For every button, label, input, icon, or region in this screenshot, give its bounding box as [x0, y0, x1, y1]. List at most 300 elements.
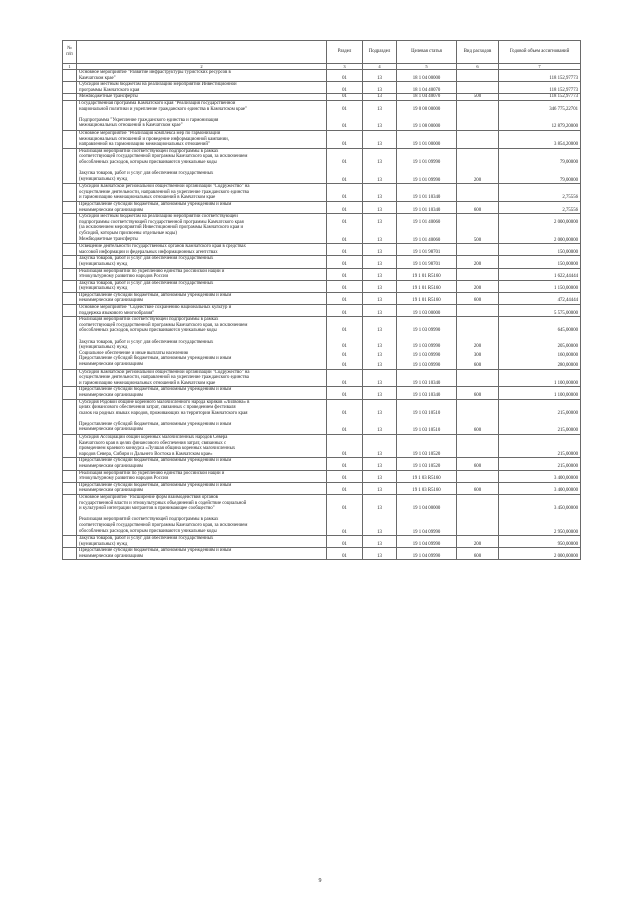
row-name-line: Реализация мероприятий соответствующей подпрограммы в рамках	[79, 148, 219, 154]
target-article-cell	[397, 458, 457, 470]
podrazdel-value: 13	[377, 249, 382, 255]
row-name-line: Основное мероприятие "Расширение форм взаимодействия органов	[79, 494, 218, 500]
column-number: 5	[397, 64, 457, 70]
table-row	[63, 317, 581, 369]
amount-cell	[499, 482, 581, 494]
podrazdel-value: 13	[377, 380, 382, 386]
amount-cell	[499, 387, 581, 399]
row-name-line: (муниципальных) нужд	[79, 286, 128, 292]
target-article-value: 19 1 04 09990	[412, 553, 441, 559]
target-article-value: 19 1 03 R5160	[412, 476, 441, 482]
row-name-line: Предоставление субсидий бюджетным, автономным учреждениям и иным	[79, 482, 232, 488]
target-article-value: 18 1 04 40070	[412, 94, 441, 100]
podrazdel-value: 13	[377, 159, 382, 165]
column-number: 6	[457, 64, 499, 70]
target-article-value: 19 1 01 10340	[412, 195, 441, 201]
podrazdel-value: 13	[377, 261, 382, 267]
row-name-line: некоммерческим организациям	[79, 207, 143, 213]
table-body	[63, 70, 581, 560]
razdel-value: 01	[342, 529, 347, 535]
target-article-cell	[397, 548, 457, 560]
razdel-value: 01	[342, 274, 347, 280]
budget-table	[62, 40, 581, 560]
row-name-line: осуществление деятельности, направленной на укрепление гражданского единства	[79, 375, 249, 381]
razdel-cell	[327, 256, 363, 268]
amount-cell	[499, 100, 581, 130]
row-name-line: межнациональных отношений и проведение информационной кампании,	[79, 136, 229, 142]
row-name-line: Основное мероприятие "Развитие инфраструктуры туристских ресурсов в	[79, 70, 231, 75]
row-number-cell	[63, 148, 77, 184]
razdel-value: 01	[342, 75, 347, 81]
amount-value: 215,00000	[557, 428, 578, 434]
row-name-cell	[77, 82, 327, 94]
podrazdel-value: 13	[377, 195, 382, 201]
razdel-value: 01	[342, 249, 347, 255]
podrazdel-cell	[363, 458, 397, 470]
row-name-cell	[77, 70, 327, 82]
row-name-cell	[77, 214, 327, 244]
target-article-value: 19 1 03 09990	[412, 343, 441, 349]
row-name-cell	[77, 399, 327, 435]
row-name-cell	[77, 369, 327, 387]
table-row	[63, 100, 581, 130]
amount-value: 1 622,44444	[554, 274, 578, 280]
row-name-cell	[77, 184, 327, 202]
expense-type-value	[459, 160, 496, 166]
razdel-value: 01	[342, 195, 347, 201]
row-name-cell	[77, 292, 327, 304]
header-expense-type: Вид расходов	[457, 41, 499, 64]
target-article-cell	[397, 202, 457, 214]
row-name-line: субсидий, которым присвоены отдельные коды)	[79, 230, 177, 236]
row-number-cell	[63, 130, 77, 148]
row-name-line: государственной власти и этнокультурных объединений в содействие социальной	[79, 500, 247, 506]
row-name-line: Субсидии местным бюджетам на реализацию мероприятий Инвестиционной	[79, 82, 237, 88]
expense-type-cell	[457, 387, 499, 399]
podrazdel-value: 13	[377, 237, 382, 243]
expense-type-cell	[457, 494, 499, 535]
target-article-value: 19 1 03 10520	[412, 451, 441, 457]
row-number-cell	[63, 435, 77, 458]
row-name-line: Камчатском крае"	[79, 75, 116, 81]
row-name-line: некоммерческим организациям	[79, 362, 143, 367]
razdel-value: 01	[342, 219, 347, 225]
expense-type-cell	[457, 184, 499, 202]
column-number: 4	[363, 64, 397, 70]
row-number-cell	[63, 536, 77, 548]
podrazdel-cell	[363, 305, 397, 317]
podrazdel-cell	[363, 184, 397, 202]
podrazdel-cell	[363, 244, 397, 256]
amount-cell	[499, 536, 581, 548]
podrazdel-cell	[363, 100, 397, 130]
table-row	[63, 305, 581, 317]
target-article-cell	[397, 387, 457, 399]
row-number-cell	[63, 292, 77, 304]
target-article-cell	[397, 94, 457, 101]
razdel-value: 01	[342, 488, 347, 494]
expense-type-value	[459, 76, 496, 82]
razdel-value: 01	[342, 362, 347, 368]
podrazdel-value: 13	[377, 529, 382, 535]
podrazdel-cell	[363, 494, 397, 535]
amount-value: 118 152,97773	[549, 75, 578, 81]
row-name-line: некоммерческим организациям	[79, 553, 143, 559]
table-row	[63, 82, 581, 94]
podrazdel-value: 13	[377, 87, 382, 93]
podrazdel-cell	[363, 399, 397, 435]
amount-cell	[499, 470, 581, 482]
expense-type-value	[459, 274, 496, 280]
row-name-line: этнокультурному развитию народов России	[79, 274, 169, 280]
podrazdel-cell	[363, 369, 397, 387]
razdel-cell	[327, 100, 363, 130]
podrazdel-value: 13	[377, 428, 382, 434]
row-number-cell	[63, 244, 77, 256]
row-name-line: обособленных расходов, которым присваиваются уникальные коды	[79, 528, 217, 534]
row-name-cell	[77, 268, 327, 280]
row-number-cell	[63, 305, 77, 317]
row-name-cell	[77, 470, 327, 482]
row-name-line: и культурной интеграции мигрантов в принимающее сообщество"	[79, 506, 215, 512]
expense-type-value	[459, 311, 496, 317]
razdel-value: 01	[342, 451, 347, 457]
row-number-cell	[63, 268, 77, 280]
row-number-cell	[63, 202, 77, 214]
row-name-line: (за исключением мероприятий Инвестиционной программы Камчатского края и	[79, 225, 244, 231]
amount-cell	[499, 317, 581, 369]
table-row	[63, 94, 581, 101]
target-article-value: 19 1 03 00000	[412, 310, 441, 316]
expense-type-value: 300	[473, 353, 482, 359]
amount-value: 1 100,00000	[554, 392, 578, 398]
razdel-cell	[327, 387, 363, 399]
row-name-line: Субсидии местным бюджетам на реализацию мероприятий соответствующей	[79, 214, 238, 220]
razdel-cell	[327, 305, 363, 317]
razdel-cell	[327, 435, 363, 458]
podrazdel-value: 13	[377, 541, 382, 547]
target-article-value: 19 1 03 10520	[412, 464, 441, 470]
expense-type-value: 200	[473, 286, 482, 292]
target-article-cell	[397, 470, 457, 482]
row-name-line: Предоставление субсидий бюджетным, автономным учреждениям и иным	[79, 292, 232, 298]
podrazdel-value: 13	[377, 353, 382, 359]
row-name-cell	[77, 458, 327, 470]
podrazdel-value: 13	[377, 476, 382, 482]
amount-value: 118 152,97773	[549, 94, 578, 100]
column-number: 3	[327, 64, 363, 70]
expense-type-value: 600	[473, 298, 482, 304]
row-name-cell	[77, 548, 327, 560]
expense-type-cell	[457, 317, 499, 369]
expense-type-cell	[457, 399, 499, 435]
amount-cell	[499, 256, 581, 268]
target-article-value: 19 1 03 10340	[412, 380, 441, 386]
expense-type-cell	[457, 82, 499, 94]
row-name-line: Основное мероприятие "Реализация комплекса мер по гармонизации	[79, 130, 221, 136]
razdel-value: 01	[342, 87, 347, 93]
razdel-cell	[327, 130, 363, 148]
amount-value: 2,75556	[562, 195, 578, 201]
expense-type-value	[459, 88, 496, 94]
row-name-line: целях финансового обеспечения затрат, связанных с проведением фестиваля	[79, 405, 236, 411]
row-name-line: Предоставление субсидий бюджетным, автономным учреждениям и иным	[79, 421, 232, 427]
amount-cell	[499, 244, 581, 256]
podrazdel-value: 13	[377, 124, 382, 130]
row-name-line: Предоставление субсидий бюджетным, автономным учреждениям и иным	[79, 356, 232, 362]
podrazdel-cell	[363, 435, 397, 458]
target-article-value: 19 1 04 09990	[412, 541, 441, 547]
razdel-value: 01	[342, 159, 347, 165]
row-name-line: проведением краевого конкурса «Лучшая община коренных малочисленных	[79, 446, 236, 452]
amount-value: 118 152,97773	[549, 87, 578, 93]
target-article-value: 19 1 01 98701	[412, 249, 441, 255]
razdel-cell	[327, 184, 363, 202]
row-number-cell	[63, 82, 77, 94]
razdel-cell	[327, 70, 363, 82]
row-name-line: некоммерческим организациям	[79, 298, 143, 304]
expense-type-value: 600	[473, 207, 482, 213]
podrazdel-cell	[363, 82, 397, 94]
razdel-cell	[327, 94, 363, 101]
row-name-line: некоммерческим организациям	[79, 427, 143, 433]
podrazdel-cell	[363, 280, 397, 292]
table-header-row	[63, 41, 581, 64]
row-name-line: некоммерческим организациям	[79, 488, 143, 494]
amount-value: 3 400,00000	[554, 476, 578, 482]
amount-value: 3 400,00000	[554, 488, 578, 494]
target-article-value: 19 1 01 40060	[412, 237, 441, 243]
expense-type-cell	[457, 435, 499, 458]
expense-type-value: 600	[473, 362, 482, 368]
table-row	[63, 202, 581, 214]
target-article-cell	[397, 184, 457, 202]
row-name-line: и гармонизацию межнациональных отношений в Камчатском крае	[79, 380, 216, 386]
amount-value: 215,00000	[557, 410, 578, 416]
table-row	[63, 244, 581, 256]
amount-value: 2 000,00000	[554, 237, 578, 243]
amount-cell	[499, 305, 581, 317]
razdel-cell	[327, 280, 363, 292]
amount-cell	[499, 202, 581, 214]
row-name-line: Закупка товаров, работ и услуг для обеспечения государственных	[79, 256, 214, 262]
amount-value: 12 879,20000	[551, 124, 578, 130]
table-row	[63, 536, 581, 548]
row-name-cell	[77, 435, 327, 458]
target-article-value: 19 1 00 00000	[412, 124, 441, 130]
expense-type-cell	[457, 202, 499, 214]
amount-value: 2 000,00000	[554, 553, 578, 559]
table-row	[63, 494, 581, 535]
header-podrazdel: Подраздел	[363, 41, 397, 64]
target-article-value: 19 1 01 R5160	[412, 286, 441, 292]
expense-type-cell	[457, 369, 499, 387]
target-article-cell	[397, 536, 457, 548]
row-name-line: Субсидии Камчатской региональной общественной организации "Содружество" на	[79, 369, 250, 375]
target-article-cell	[397, 70, 457, 82]
target-article-cell	[397, 268, 457, 280]
amount-cell	[499, 280, 581, 292]
expense-type-cell	[457, 470, 499, 482]
row-number-cell	[63, 100, 77, 130]
expense-type-cell	[457, 100, 499, 130]
row-name-line: Камчатского края в целях финансового обеспечения затрат, связанных с	[79, 440, 227, 446]
target-article-value: 19 1 03 09990	[412, 328, 441, 334]
row-name-line: поддержка языкового многообразия"	[79, 310, 155, 316]
target-article-value: 19 1 01 R5160	[412, 274, 441, 280]
podrazdel-value: 13	[377, 310, 382, 316]
row-name-line: этнокультурному развитию народов России	[79, 476, 169, 482]
row-name-line: и гармонизацию межнациональных отношений в Камчатском крае	[79, 195, 216, 201]
amount-cell	[499, 268, 581, 280]
table-row	[63, 268, 581, 280]
amount-value: 280,00000	[557, 362, 578, 368]
expense-type-value	[459, 506, 496, 512]
podrazdel-value: 13	[377, 106, 382, 112]
expense-type-cell	[457, 536, 499, 548]
razdel-cell	[327, 202, 363, 214]
table-row	[63, 435, 581, 458]
amount-cell	[499, 435, 581, 458]
amount-cell	[499, 292, 581, 304]
header-annual-amount: Годовой объем ассигнований	[499, 41, 581, 64]
expense-type-value: 200	[473, 261, 482, 267]
row-name-line: Реализация мероприятий по укреплению единства российской нации и	[79, 268, 225, 274]
row-name-line: Предоставление субсидий бюджетным, автономным учреждениям и иным	[79, 548, 232, 554]
expense-type-cell	[457, 280, 499, 292]
target-article-value: 18 1 04 00000	[412, 75, 441, 81]
target-article-value: 18 1 04 40070	[412, 87, 441, 93]
expense-type-value: 500	[473, 94, 482, 100]
row-name-line: обособленных расходов, которым присваиваются уникальные коды	[79, 159, 217, 165]
razdel-cell	[327, 268, 363, 280]
header-name	[77, 41, 327, 64]
target-article-cell	[397, 482, 457, 494]
expense-type-value	[459, 124, 496, 130]
table-row	[63, 280, 581, 292]
razdel-cell	[327, 148, 363, 184]
row-name-line: подпрограммы соответствующей государственной программы Камчатского края	[79, 219, 244, 225]
row-name-cell	[77, 148, 327, 184]
podrazdel-value: 13	[377, 94, 382, 100]
amount-cell	[499, 458, 581, 470]
razdel-value: 01	[342, 392, 347, 398]
expense-type-value: 600	[473, 428, 482, 434]
target-article-cell	[397, 494, 457, 535]
podrazdel-value: 13	[377, 207, 382, 213]
row-name-cell	[77, 130, 327, 148]
row-name-cell	[77, 244, 327, 256]
amount-cell	[499, 70, 581, 82]
row-number-cell	[63, 256, 77, 268]
target-article-value: 19 1 01 10340	[412, 207, 441, 213]
expense-type-cell	[457, 244, 499, 256]
razdel-value: 01	[342, 380, 347, 386]
podrazdel-value: 13	[377, 451, 382, 457]
amount-cell	[499, 399, 581, 435]
row-number-cell	[63, 369, 77, 387]
row-name-line: соответствующей государственной программы Камчатского края, за исключением	[79, 522, 248, 528]
row-number-cell	[63, 494, 77, 535]
amount-cell	[499, 94, 581, 101]
amount-value: 205,00000	[557, 343, 578, 349]
row-number-cell	[63, 470, 77, 482]
expense-type-value	[459, 107, 496, 113]
table-row	[63, 184, 581, 202]
table-row	[63, 214, 581, 244]
target-article-cell	[397, 214, 457, 244]
podrazdel-cell	[363, 94, 397, 101]
razdel-cell	[327, 458, 363, 470]
target-article-value: 19 1 04 09990	[412, 529, 441, 535]
podrazdel-cell	[363, 536, 397, 548]
table-row	[63, 70, 581, 82]
column-number: 1	[63, 64, 77, 70]
amount-cell	[499, 184, 581, 202]
expense-type-cell	[457, 548, 499, 560]
amount-value: 3 854,20000	[554, 142, 578, 148]
podrazdel-cell	[363, 256, 397, 268]
row-name-line: Закупка товаров, работ и услуг для обеспечения государственных	[79, 536, 214, 542]
razdel-value: 01	[342, 237, 347, 243]
podrazdel-cell	[363, 268, 397, 280]
row-name-line: Социальное обеспечение и иные выплаты населению	[79, 350, 189, 356]
table-row	[63, 256, 581, 268]
row-name-line: программы Камчатского края	[79, 87, 140, 93]
amount-value: 79,00000	[560, 159, 578, 165]
row-number-cell	[63, 184, 77, 202]
target-article-cell	[397, 317, 457, 369]
row-name-cell	[77, 536, 327, 548]
amount-value: 1 150,00000	[554, 286, 578, 292]
expense-type-value	[459, 452, 496, 458]
razdel-value: 01	[342, 207, 347, 213]
header-target-article: Целевая статья	[397, 41, 457, 64]
row-name-line: соответствующей государственной программы Камчатского края, за исключением	[79, 154, 248, 160]
budget-page	[62, 40, 580, 560]
amount-value: 950,00000	[557, 541, 578, 547]
row-name-line: национальной политики и укрепление гражданского единства в Камчатском крае"	[79, 106, 247, 112]
razdel-cell	[327, 244, 363, 256]
expense-type-value: 600	[473, 392, 482, 398]
target-article-value: 19 1 03 10510	[412, 428, 441, 434]
podrazdel-value: 13	[377, 362, 382, 368]
target-article-value: 19 1 03 09990	[412, 362, 441, 368]
razdel-value: 01	[342, 476, 347, 482]
row-name-line: народов Севера, Сибири и Дальнего Востока в Камчатском крае»	[79, 451, 213, 457]
row-name-line: Подпрограмма "Укрепление гражданского единства и гармонизация	[79, 117, 219, 123]
podrazdel-cell	[363, 292, 397, 304]
podrazdel-value: 13	[377, 488, 382, 494]
row-name-cell	[77, 94, 327, 101]
amount-value: 1 100,00000	[554, 380, 578, 386]
expense-type-cell	[457, 305, 499, 317]
row-number-cell	[63, 317, 77, 369]
razdel-value: 01	[342, 541, 347, 547]
column-number: 2	[77, 64, 327, 70]
target-article-value: 19 1 03 09990	[412, 353, 441, 359]
row-name-line: Реализация мероприятий соответствующей подпрограммы в рамках	[79, 317, 219, 323]
target-article-cell	[397, 82, 457, 94]
row-name-cell	[77, 482, 327, 494]
podrazdel-cell	[363, 548, 397, 560]
podrazdel-value: 13	[377, 464, 382, 470]
table-row	[63, 470, 581, 482]
row-number-cell	[63, 458, 77, 470]
podrazdel-cell	[363, 148, 397, 184]
amount-cell	[499, 130, 581, 148]
podrazdel-cell	[363, 214, 397, 244]
